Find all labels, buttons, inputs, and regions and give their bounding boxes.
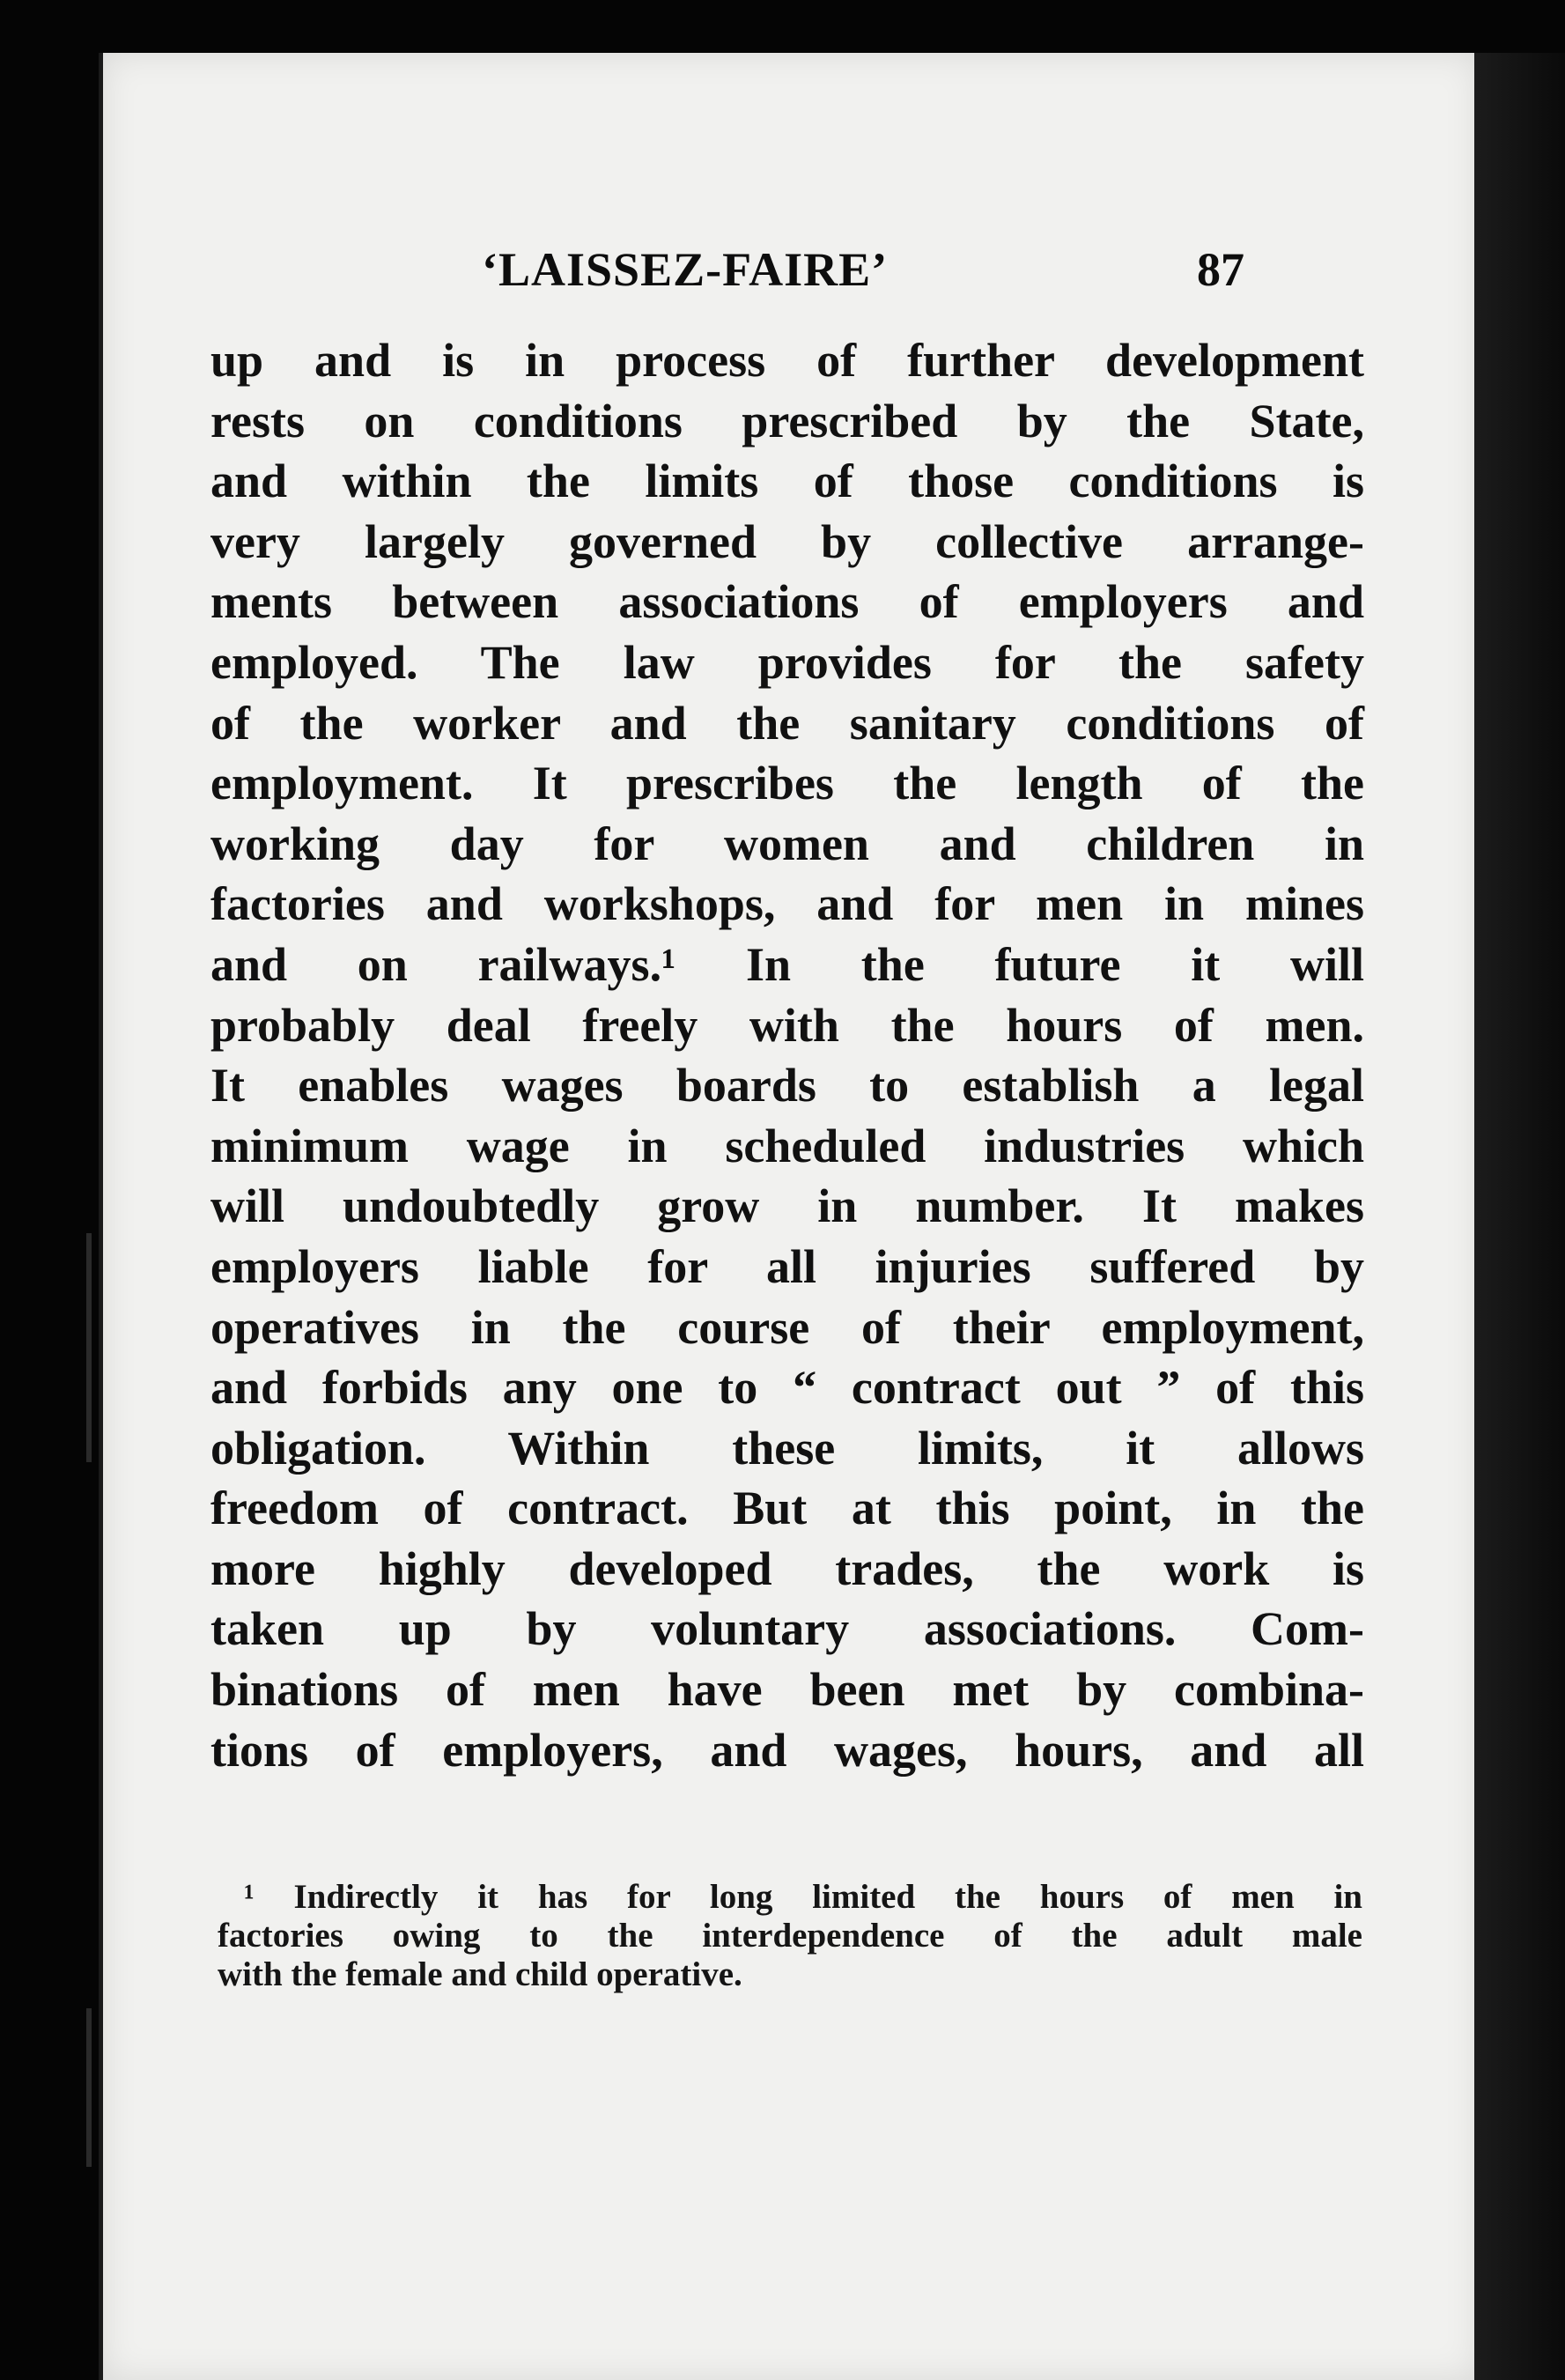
text-line: and forbids any one to “ contract out ” of this [210, 1361, 1364, 1415]
footnote [218, 1878, 1362, 1994]
text-line: operatives in the course of their employment, [210, 1300, 1364, 1354]
text-line: working day for women and children in [210, 817, 1364, 870]
text-line: tions of employers, and wages, hours, and all [210, 1723, 1364, 1777]
book-page [99, 53, 1479, 2380]
text-line: rests on conditions prescribed by the State, [210, 394, 1364, 447]
page-number: 87 [1197, 243, 1244, 296]
text-line: taken up by voluntary associations. Com- [210, 1602, 1364, 1656]
text-line: binations of men have been met by combina- [210, 1663, 1364, 1717]
footnote-line: factories owing to the interdependence of the adult male [218, 1917, 1362, 1955]
text-line: and within the limits of those conditions is [210, 455, 1364, 508]
gutter-shadow [86, 1233, 92, 1462]
text-line: of the worker and the sanitary conditions of [210, 696, 1364, 750]
text-line: minimum wage in scheduled industries which [210, 1119, 1364, 1172]
binding-edge [1474, 53, 1565, 2380]
page-header [103, 233, 1479, 313]
gutter-shadow [86, 2008, 92, 2167]
text-line: factories and workshops, and for men in mines [210, 877, 1364, 931]
text-line: employed. The law provides for the safety [210, 635, 1364, 689]
text-line: employment. It prescribes the length of the [210, 757, 1364, 810]
text-line: and on railways.¹ In the future it will [210, 937, 1364, 991]
text-line: obligation. Within these limits, it allows [210, 1421, 1364, 1475]
text-line: freedom of contract. But at this point, in the [210, 1482, 1364, 1535]
footnote-line: ¹ Indirectly it has for long limited the hours of men in [244, 1878, 1362, 1916]
body-text [210, 330, 1364, 1780]
text-line: employers liable for all injuries suffered by [210, 1239, 1364, 1293]
footnote-line: with the female and child operative. [218, 1955, 742, 1993]
text-line: ments between associations of employers and [210, 575, 1364, 629]
text-line: more highly developed trades, the work is [210, 1541, 1364, 1595]
text-line: very largely governed by collective arrange- [210, 514, 1364, 568]
text-line: up and is in process of further development [210, 334, 1364, 387]
text-line: will undoubtedly grow in number. It makes [210, 1179, 1364, 1233]
running-head: ‘LAISSEZ-FAIRE’ [482, 243, 889, 296]
text-line: probably deal freely with the hours of men. [210, 998, 1364, 1052]
text-line: It enables wages boards to establish a legal [210, 1059, 1364, 1112]
